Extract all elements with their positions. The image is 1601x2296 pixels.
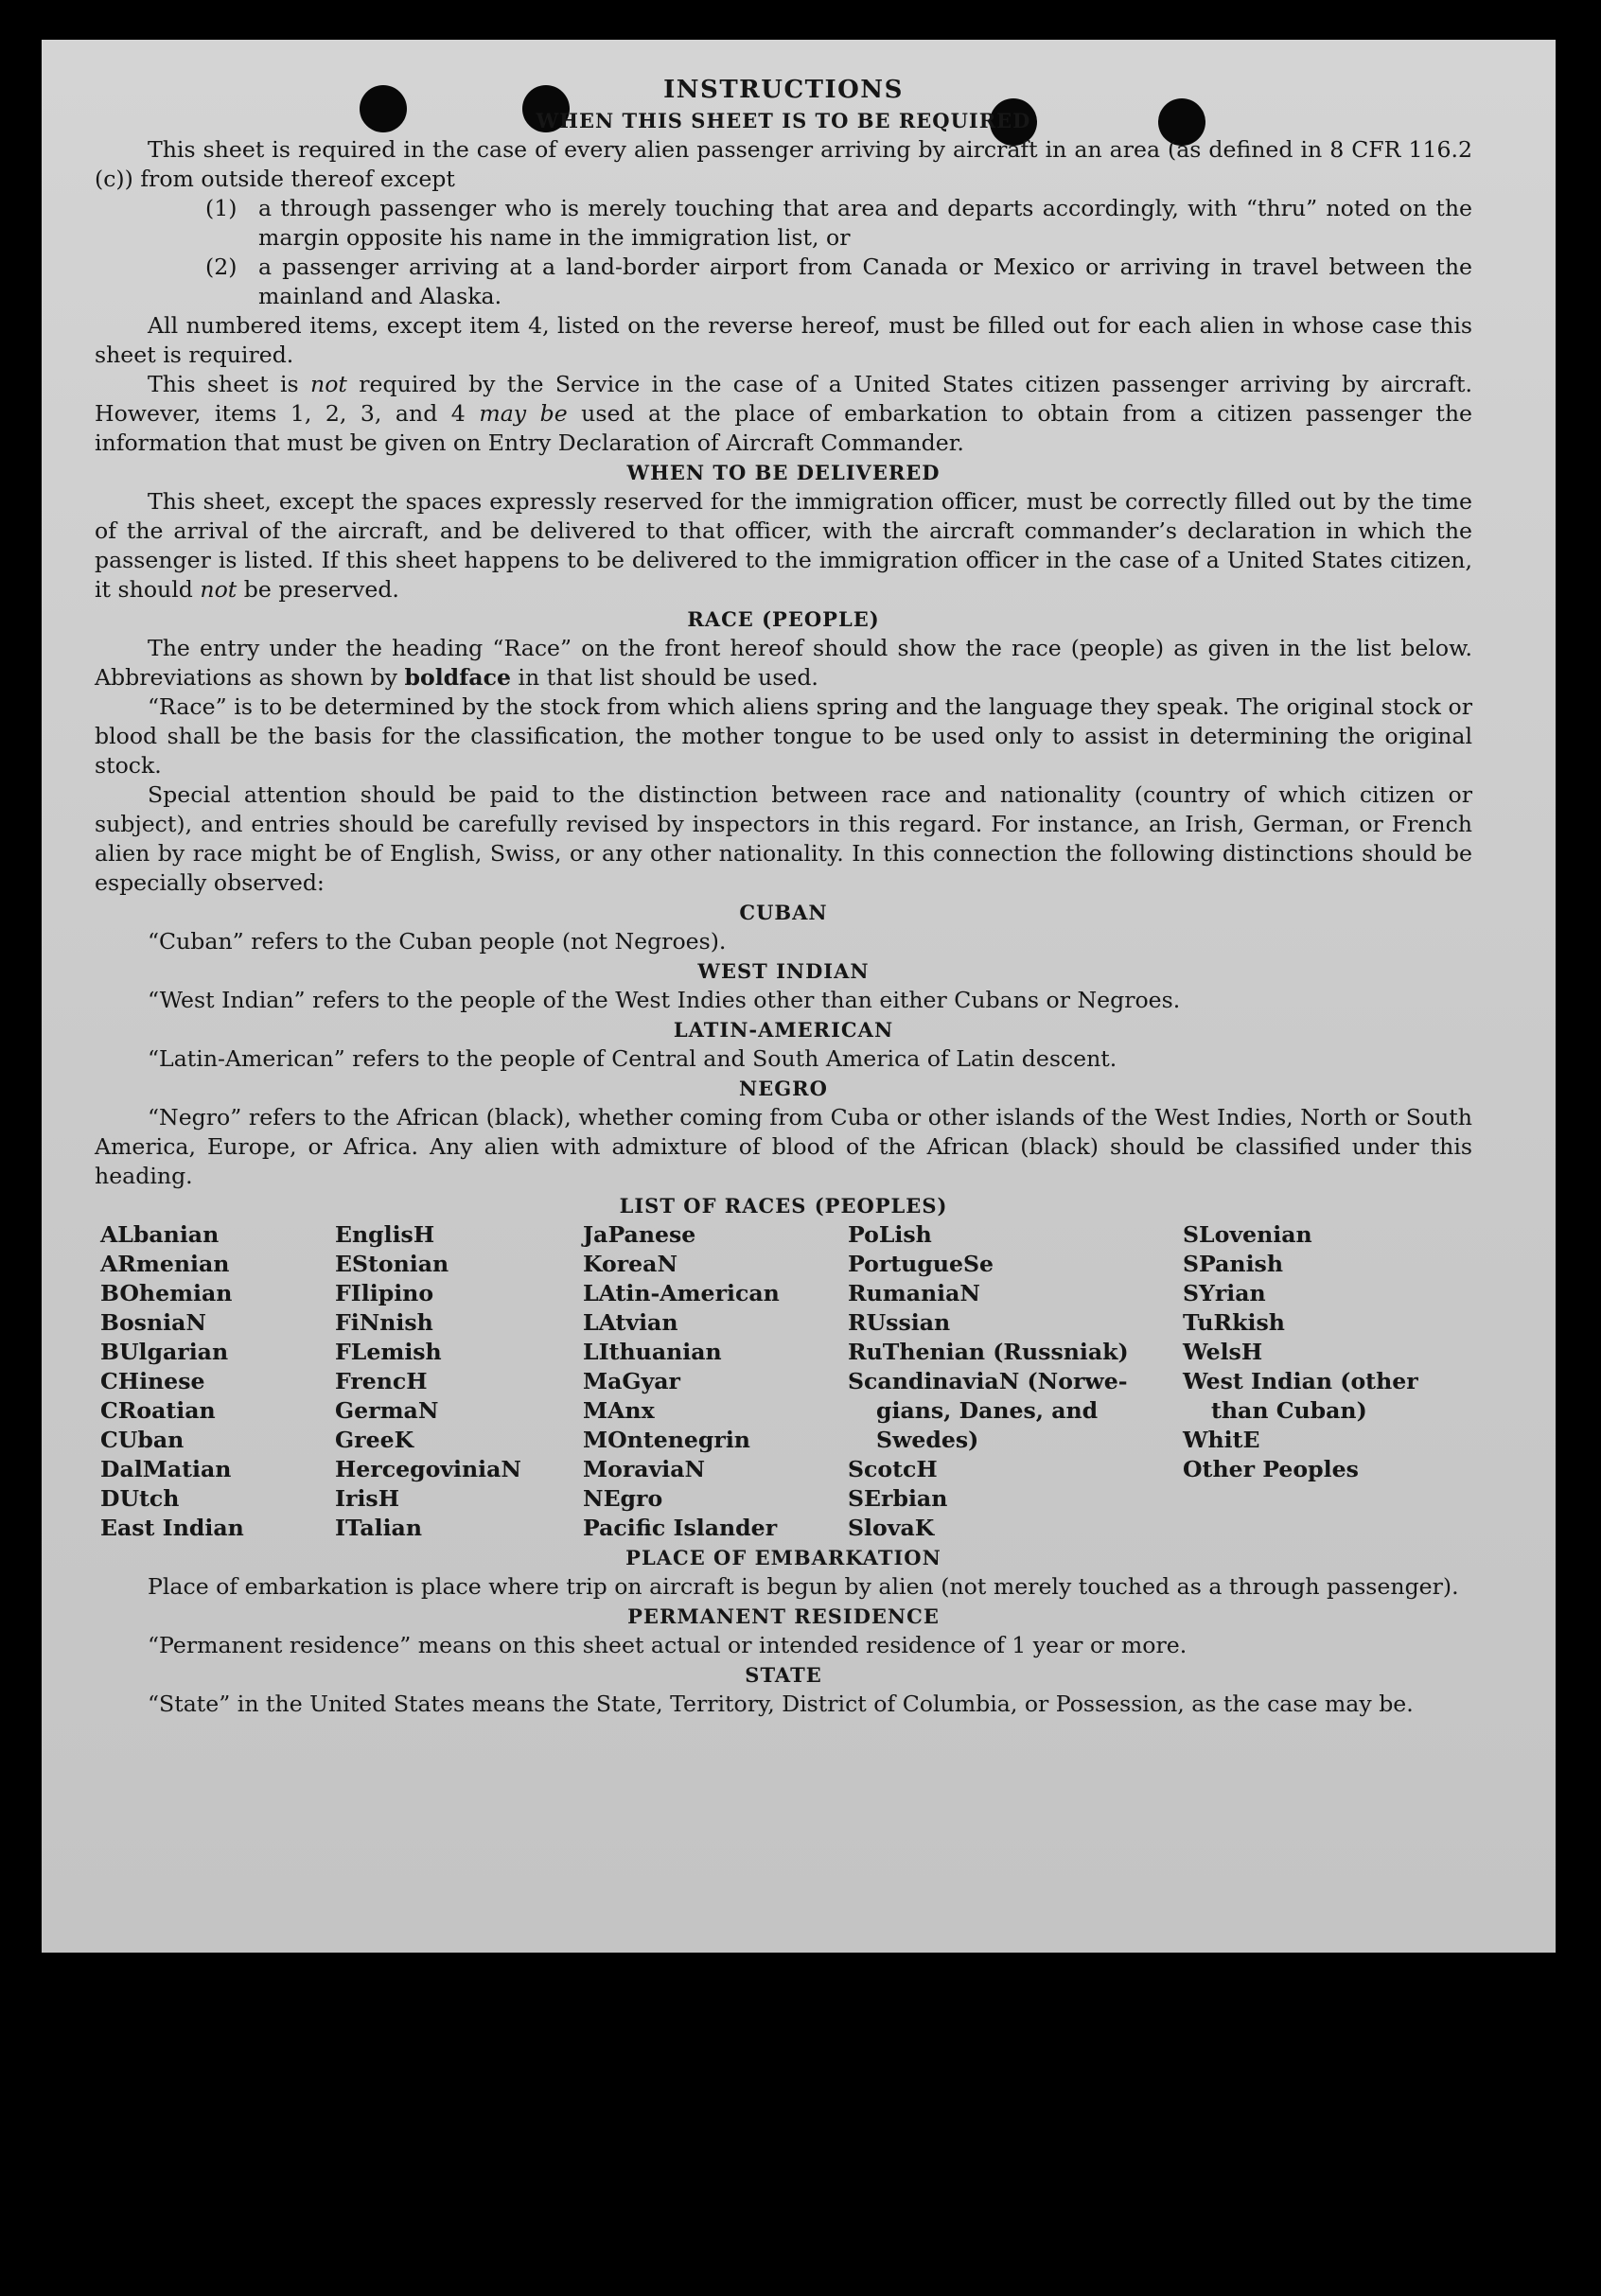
race-column (583, 1220, 848, 1543)
paragraph: “Negro” refers to the African (black), whether coming from Cuba or other islands of the West Indies, North or South America, Europe, or Africa. Any alien with admixture of blood of the African (black) should be classified under this heading. (95, 1104, 1472, 1189)
race-entry: SlovaK (848, 1515, 935, 1541)
race-entry: SLovenian (1183, 1221, 1312, 1248)
page-title: INSTRUCTIONS (663, 76, 904, 104)
race-entry: FrencH (335, 1368, 428, 1394)
race-entry: WelsH (1183, 1339, 1263, 1365)
paragraph: “Cuban” refers to the Cuban people (not Negroes). (148, 928, 727, 955)
race-entry: FLemish (335, 1339, 442, 1365)
section-heading: NEGRO (739, 1077, 828, 1100)
race-entry: MaGyar (583, 1368, 680, 1394)
race-entry: gians, Danes, and (876, 1397, 1099, 1424)
list-item: (2) a passenger arriving at a land-border airport from Canada or Mexico or arriving in travel between the mainland and Alaska. (205, 254, 1472, 309)
section-heading: WEST INDIAN (697, 959, 870, 983)
race-entry: EnglisH (335, 1221, 435, 1248)
paragraph: “Permanent residence” means on this sheet actual or intended residence of 1 year or more. (148, 1632, 1188, 1658)
list-item: (1) a through passenger who is merely touching that area and departs accordingly, with “thru” noted on the margin opposite his name in the immigration list, or (205, 195, 1472, 251)
section-heading: RACE (PEOPLE) (687, 607, 880, 631)
race-entry: CHinese (100, 1368, 205, 1394)
race-column (335, 1220, 583, 1543)
race-column (848, 1220, 1183, 1543)
race-entry: LAtin-American (583, 1280, 780, 1306)
race-entry: West Indian (other (1183, 1368, 1418, 1394)
race-entry: ScandinaviaN (Norwe- (848, 1368, 1128, 1394)
paragraph: “State” in the United States means the State, Territory, District of Columbia, or Possession, as the case may be. (148, 1691, 1414, 1717)
race-entry: JaPanese (583, 1221, 696, 1248)
section-heading: LATIN-AMERICAN (673, 1018, 894, 1042)
paragraph: “Race” is to be determined by the stock from which aliens spring and the language they speak. The original stock or blood shall be the basis for the classification, the mother tongue to be used only to assist in determining the original stock. (95, 693, 1472, 779)
race-entry: WhitE (1183, 1427, 1260, 1453)
race-entry: MOntenegrin (583, 1427, 750, 1453)
paragraph: This sheet is not required by the Service in the case of a United States citizen passenger arriving by aircraft. However, items 1, 2, 3, and 4 may be used at the place of embarkation to obtain from a citizen passenger the information that must be given on Entry Declaration of Aircraft Commander. (95, 371, 1473, 456)
race-entry: RuThenian (Russniak) (848, 1339, 1129, 1365)
paragraph: Special attention should be paid to the distinction between race and nationality (country of which citizen or subject), and entries should be carefully revised by inspectors in this regard. For instance, an Irish, German, or French alien by race might be of English, Swiss, or any other nationality. In this connection the following distinctions should be especially observed: (95, 781, 1472, 896)
race-entry: Swedes) (876, 1427, 979, 1453)
race-entry: BUlgarian (100, 1339, 229, 1365)
race-entry: SErbian (848, 1485, 948, 1512)
section-heading: LIST OF RACES (PEOPLES) (619, 1194, 948, 1218)
race-entry: Pacific Islander (583, 1515, 778, 1541)
race-column (100, 1220, 335, 1543)
race-entry: NEgro (583, 1485, 663, 1512)
race-entry: East Indian (100, 1515, 244, 1541)
race-entry: ALbanian (100, 1221, 220, 1248)
section-heading: CUBAN (739, 901, 828, 924)
race-entry: ARmenian (100, 1251, 230, 1277)
race-entry: LIthuanian (583, 1339, 722, 1365)
race-entry: RUssian (848, 1309, 951, 1336)
race-entry: MoraviaN (583, 1456, 706, 1482)
paragraph: All numbered items, except item 4, listed on the reverse hereof, must be filled out for each alien in whose case this sheet is required. (95, 312, 1472, 368)
race-entry: FIlipino (335, 1280, 434, 1306)
section-heading: PERMANENT RESIDENCE (627, 1604, 940, 1628)
race-entry: Other Peoples (1183, 1456, 1359, 1482)
paragraph: “West Indian” refers to the people of the West Indies other than either Cubans or Negroes. (148, 987, 1181, 1013)
section-heading: WHEN THIS SHEET IS TO BE REQUIRED (536, 109, 1031, 132)
race-entry: CRoatian (100, 1397, 216, 1424)
race-entry: RumaniaN (848, 1280, 980, 1306)
race-entry: BOhemian (100, 1280, 233, 1306)
section-heading: STATE (745, 1663, 822, 1687)
race-column (1183, 1220, 1478, 1543)
paragraph: This sheet is required in the case of every alien passenger arriving by aircraft in an area (as defined in 8 CFR 116.2 (c)) from outside thereof except (95, 136, 1472, 192)
instructions-text (95, 74, 1472, 1719)
race-entry: KoreaN (583, 1251, 678, 1277)
race-entry: SYrian (1183, 1280, 1266, 1306)
paragraph: This sheet, except the spaces expressly reserved for the immigration officer, must be correctly filled out by the time of the arrival of the aircraft, and be delivered to that officer, with the aircraft commander’s declaration in which the passenger is listed. If this sheet happens to be delivered to the immigration officer in the case of a United States citizen, it should not be preserved. (95, 488, 1472, 603)
race-entry: GreeK (335, 1427, 414, 1453)
race-entry: PortugueSe (848, 1251, 994, 1277)
race-entry: ScotcH (848, 1456, 938, 1482)
race-entry: SPanish (1183, 1251, 1283, 1277)
race-entry: than Cuban) (1211, 1397, 1367, 1424)
race-entry: EStonian (335, 1251, 449, 1277)
race-entry: CUban (100, 1427, 185, 1453)
paragraph: The entry under the heading “Race” on the front hereof should show the race (people) as given in the list below. Abbreviations as shown by boldface in that list should be used. (95, 635, 1472, 691)
section-heading: PLACE OF EMBARKATION (625, 1546, 941, 1569)
race-entry: IrisH (335, 1485, 400, 1512)
section-heading: WHEN TO BE DELIVERED (626, 461, 941, 484)
race-entry: GermaN (335, 1397, 439, 1424)
race-entry: BosniaN (100, 1309, 206, 1336)
paragraph: Place of embarkation is place where trip on aircraft is begun by alien (not merely touched as a through passenger). (148, 1573, 1459, 1600)
race-entry: LAtvian (583, 1309, 678, 1336)
race-entry: MAnx (583, 1397, 655, 1424)
race-entry: DUtch (100, 1485, 180, 1512)
race-entry: DalMatian (100, 1456, 232, 1482)
race-entry: PoLish (848, 1221, 932, 1248)
race-entry: FiNnish (335, 1309, 433, 1336)
race-list (100, 1220, 1472, 1543)
race-entry: HercegoviniaN (335, 1456, 521, 1482)
race-entry: TuRkish (1183, 1309, 1285, 1336)
race-entry: ITalian (335, 1515, 422, 1541)
paragraph: “Latin-American” refers to the people of Central and South America of Latin descent. (148, 1045, 1117, 1072)
